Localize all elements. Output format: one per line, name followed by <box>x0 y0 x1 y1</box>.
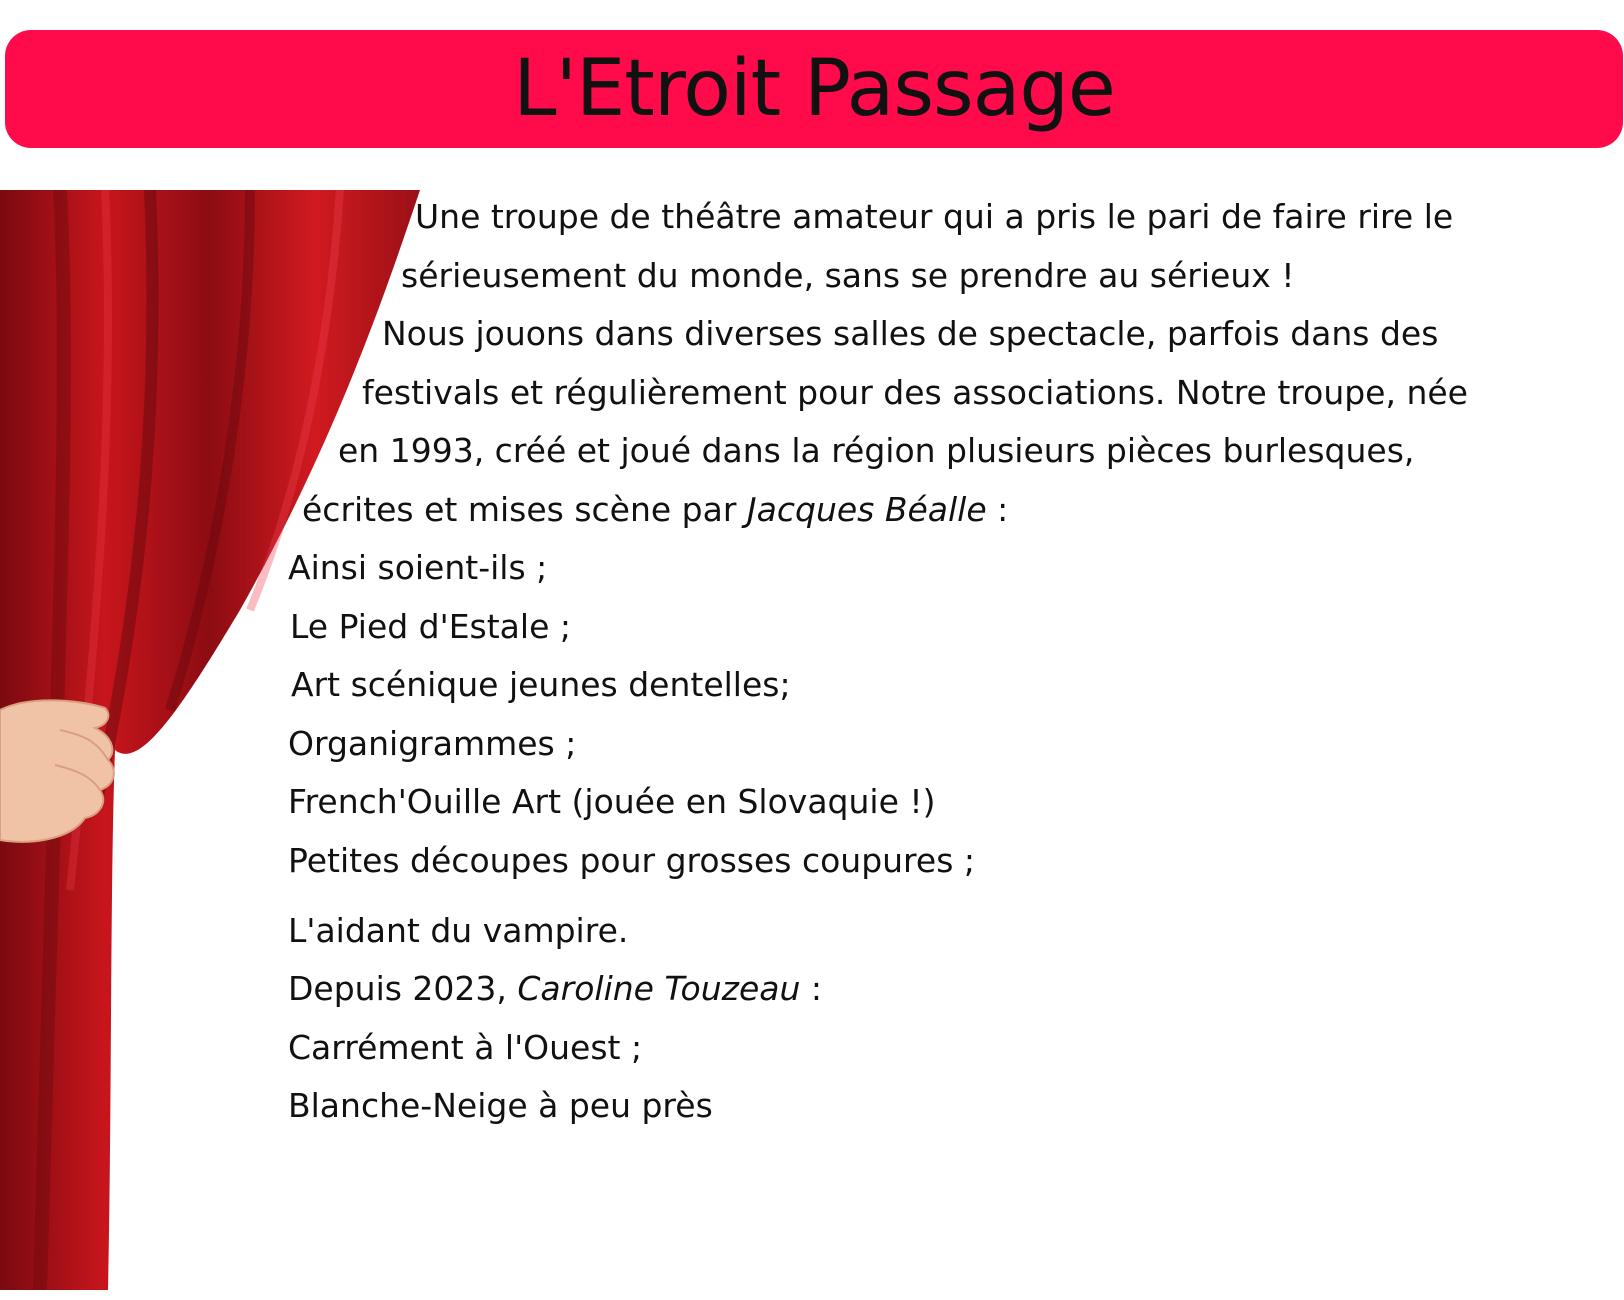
intro-line-3: Nous jouons dans diverses salles de spectacle, parfois dans des <box>382 314 1439 353</box>
intro-line-6 <box>302 490 1008 530</box>
intro-line-6-prefix: écrites et mises scène par <box>302 490 747 529</box>
since-prefix: Depuis 2023, <box>288 969 518 1008</box>
intro-line-2: sérieusement du monde, sans se prendre au sérieux ! <box>401 256 1295 295</box>
play-item: Organigrammes ; <box>288 724 577 763</box>
play-item: Blanche-Neige à peu près <box>288 1086 713 1125</box>
author-jacques-bealle: Jacques Béalle <box>746 490 987 529</box>
intro-line-4: festivals et régulièrement pour des associations. Notre troupe, née <box>362 373 1468 412</box>
play-item: L'aidant du vampire. <box>288 911 629 950</box>
since-2023-line <box>288 969 822 1009</box>
play-item: Ainsi soient-ils ; <box>288 548 548 587</box>
intro-line-6-suffix: : <box>986 490 1009 529</box>
intro-line-1: Une troupe de théâtre amateur qui a pris le pari de faire rire le <box>415 197 1454 236</box>
since-suffix: : <box>800 969 823 1008</box>
play-item: Petites découpes pour grosses coupures ; <box>288 841 976 880</box>
play-item: French'Ouille Art (jouée en Slovaquie !) <box>288 782 936 821</box>
play-item: Carrément à l'Ouest ; <box>288 1028 643 1067</box>
play-item: Le Pied d'Estale ; <box>290 607 571 646</box>
play-item: Art scénique jeunes dentelles; <box>291 665 791 704</box>
page-title: L'Etroit Passage <box>513 44 1115 134</box>
author-caroline-touzeau: Caroline Touzeau <box>517 969 801 1008</box>
intro-line-5: en 1993, créé et joué dans la région plusieurs pièces burlesques, <box>338 431 1415 470</box>
title-banner <box>5 30 1623 148</box>
